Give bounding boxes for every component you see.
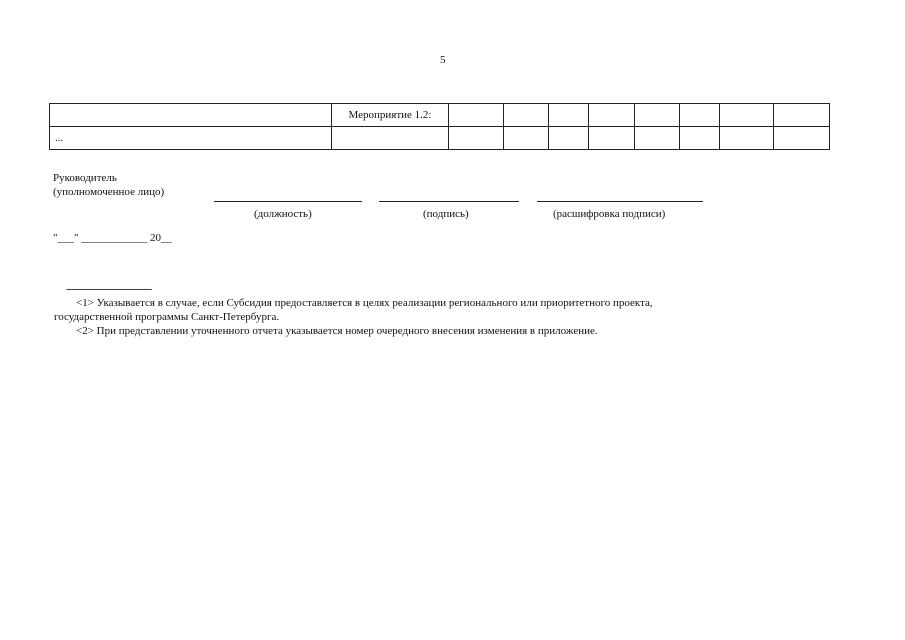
table-row bbox=[50, 104, 830, 127]
table-cell bbox=[50, 104, 332, 127]
table-cell bbox=[680, 104, 720, 127]
table-cell bbox=[549, 127, 589, 150]
table-cell bbox=[635, 104, 680, 127]
head-label-line2: (уполномоченное лицо) bbox=[53, 186, 165, 198]
position-line bbox=[214, 201, 362, 202]
table-cell: Мероприятие 1.2: bbox=[332, 104, 449, 127]
footnote-1: <1> Указывается в случае, если Субсидия предоставляется в целях реализации регионального или приоритетного проекта, государственной программы Санкт-Петербурга. bbox=[54, 297, 653, 323]
table-cell bbox=[774, 104, 830, 127]
position-caption: (должность) bbox=[254, 208, 312, 220]
table-cell: ... bbox=[50, 127, 332, 150]
table-cell bbox=[589, 104, 635, 127]
head-label-line1: Руководитель bbox=[53, 172, 117, 184]
footnote-separator: -------------------------------- bbox=[66, 283, 152, 295]
table-cell bbox=[449, 127, 504, 150]
footnote-2: <2> При представлении уточненного отчета указывается номер очередного внесения изменения в приложение. bbox=[76, 325, 598, 337]
table-row bbox=[50, 127, 830, 150]
signature-caption: (подпись) bbox=[423, 208, 469, 220]
table-cell bbox=[332, 127, 449, 150]
page-number: 5 bbox=[440, 54, 446, 66]
table-cell bbox=[720, 127, 774, 150]
table-cell bbox=[504, 104, 549, 127]
table-cell bbox=[449, 104, 504, 127]
signature-line bbox=[379, 201, 519, 202]
footnotes bbox=[54, 282, 724, 338]
table-cell bbox=[589, 127, 635, 150]
table-cell bbox=[720, 104, 774, 127]
table-cell bbox=[549, 104, 589, 127]
table-cell bbox=[504, 127, 549, 150]
table-cell bbox=[774, 127, 830, 150]
transcript-line bbox=[537, 201, 703, 202]
date-line: "___" ____________ 20__ bbox=[53, 232, 172, 244]
measures-table bbox=[49, 103, 830, 150]
table-cell bbox=[635, 127, 680, 150]
table-cell bbox=[680, 127, 720, 150]
transcript-caption: (расшифровка подписи) bbox=[553, 208, 666, 220]
